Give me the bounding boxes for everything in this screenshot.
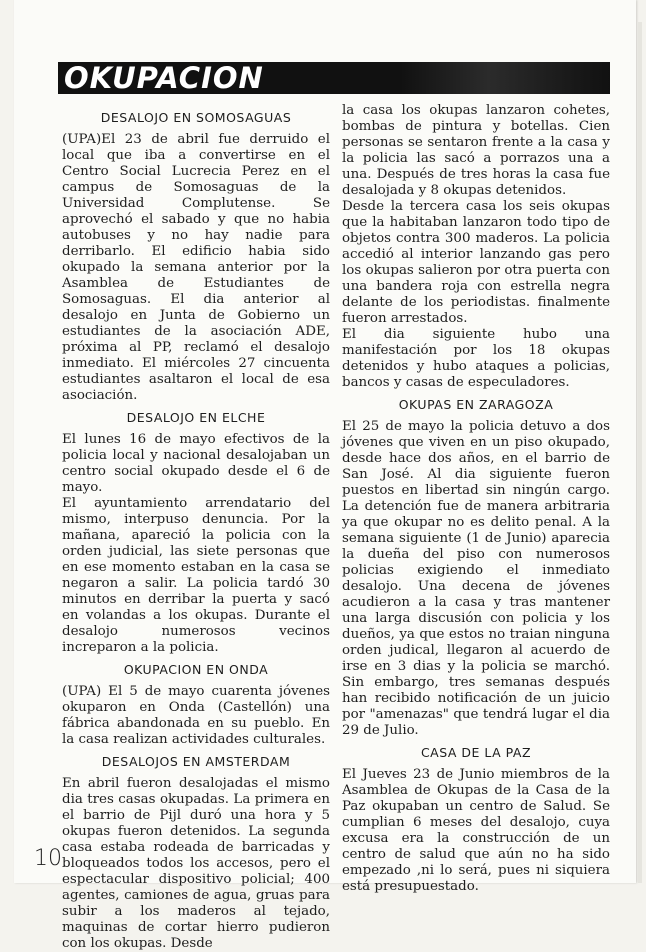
article-heading: DESALOJOS EN AMSTERDAM <box>101 754 291 769</box>
article-paragraph: El dia siguiente hubo una manifestación por los 18 okupas detenidos y hubo ataques a policias, bancos y casas de especuladores. <box>342 327 610 390</box>
article-paragraph: Desde la tercera casa los seis okupas que la habitaban lanzaron todo tipo de objetos contra 300 maderos. La policia accedió al interior lanzando gas pero los okupas salieron por otra puerta con una bandera roja con estrella negra delante de los periodistas. finalmente fueron arrestados. <box>342 199 610 326</box>
article-paragraph: (UPA) El 5 de mayo cuarenta jóvenes okuparon en Onda (Castellón) una fábrica abandonada en su pueblo. En la casa realizan actividades culturales. <box>62 684 330 747</box>
article-heading: DESALOJO EN SOMOSAGUAS <box>100 110 292 125</box>
article-paragraph: El ayuntamiento arrendatario del mismo, interpuso denuncia. Por la mañana, apareció la policia con la orden judicial, las siete personas que en ese momento estaban en la casa se negaron a salir. La policia tardó 30 minutos en derribar la puerta y sacó en volandas a los okupas. Durante el desalojo numerosos vecinos increparon a la policia. <box>62 496 330 655</box>
article-heading: CASA DE LA PAZ <box>420 745 532 760</box>
article-paragraph: (UPA)El 23 de abril fue derruido el local que iba a convertirse en el Centro Social Lucrecia Perez en el campus de Somosaguas de la Universidad Complutense. Se aprovechó el sabado y que no habia autobuses y no hay nadie para derribarlo. El edificio habia sido okupado la semana anterior por la Asamblea de Estudiantes de Somosaguas. El dia anterior al desalojo en Junta de Gobierno un estudiantes de la asociación ADE, próxima al PP, reclamó el desalojo inmediato. El miércoles 27 cincuenta estudiantes asaltaron el local de esa asociación. <box>62 132 330 403</box>
article-paragraph: la casa los okupas lanzaron cohetes, bombas de pintura y botellas. Cien personas se sentaron frente a la casa y la policia las sacó a porrazos una a una. Después de tres horas la casa fue desalojada y 8 okupas detenidos. <box>342 103 610 198</box>
article-heading: DESALOJO EN ELCHE <box>126 410 266 425</box>
page-number: 10 <box>34 846 62 871</box>
left-column <box>62 104 330 952</box>
section-title: OKUPACION <box>64 62 264 94</box>
section-banner <box>58 62 610 94</box>
article-paragraph: El 25 de mayo la policia detuvo a dos jóvenes que viven en un piso okupado, desde hace dos años, en el barrio de San José. Al dia siguiente fueron puestos en libertad sin ningún cargo. La detención fue de manera arbitraria ya que okupar no es delito penal. A la semana siguiente (1 de Junio) aparecia la dueña del piso con numerosos policias exigiendo el inmediato desalojo. Una decena de jóvenes acudieron a la casa y tras mantener una larga discusión con policia y los dueños, ya que estos no traian ninguna orden judical, llegaron al acuerdo de irse en 3 dias y la policia se marchó. Sin embargo, tres semanas después han recibido notificación de un juicio por "amenazas" que tendrá lugar el dia 29 de Julio. <box>342 419 610 738</box>
article-heading: OKUPAS EN ZARAGOZA <box>398 397 554 412</box>
page-edge <box>638 22 642 883</box>
article-paragraph: El Jueves 23 de Junio miembros de la Asamblea de Okupas de la Casa de la Paz okupaban un centro de Salud. Se cumplian 6 meses del desalojo, cuya excusa era la construcción de un centro de salud que aún no ha sido empezado ,ni lo será, pues ni siquiera está presupuestado. <box>342 767 610 894</box>
article-heading: OKUPACION EN ONDA <box>123 662 269 677</box>
right-column <box>342 103 610 895</box>
article-paragraph: El lunes 16 de mayo efectivos de la policia local y nacional desalojaban un centro social okupado desde el 6 de mayo. <box>62 432 330 495</box>
article-paragraph: En abril fueron desalojadas el mismo dia tres casas okupadas. La primera en el barrio de Pijl duró una hora y 5 okupas fueron detenidos. La segunda casa estaba rodeada de barricadas y bloqueados todos los accesos, pero el espectacular dispositivo policial; 400 agentes, camiones de agua, gruas para subir a los maderos al tejado, maquinas de cortar hierro pudieron con los okupas. Desde <box>62 776 330 951</box>
